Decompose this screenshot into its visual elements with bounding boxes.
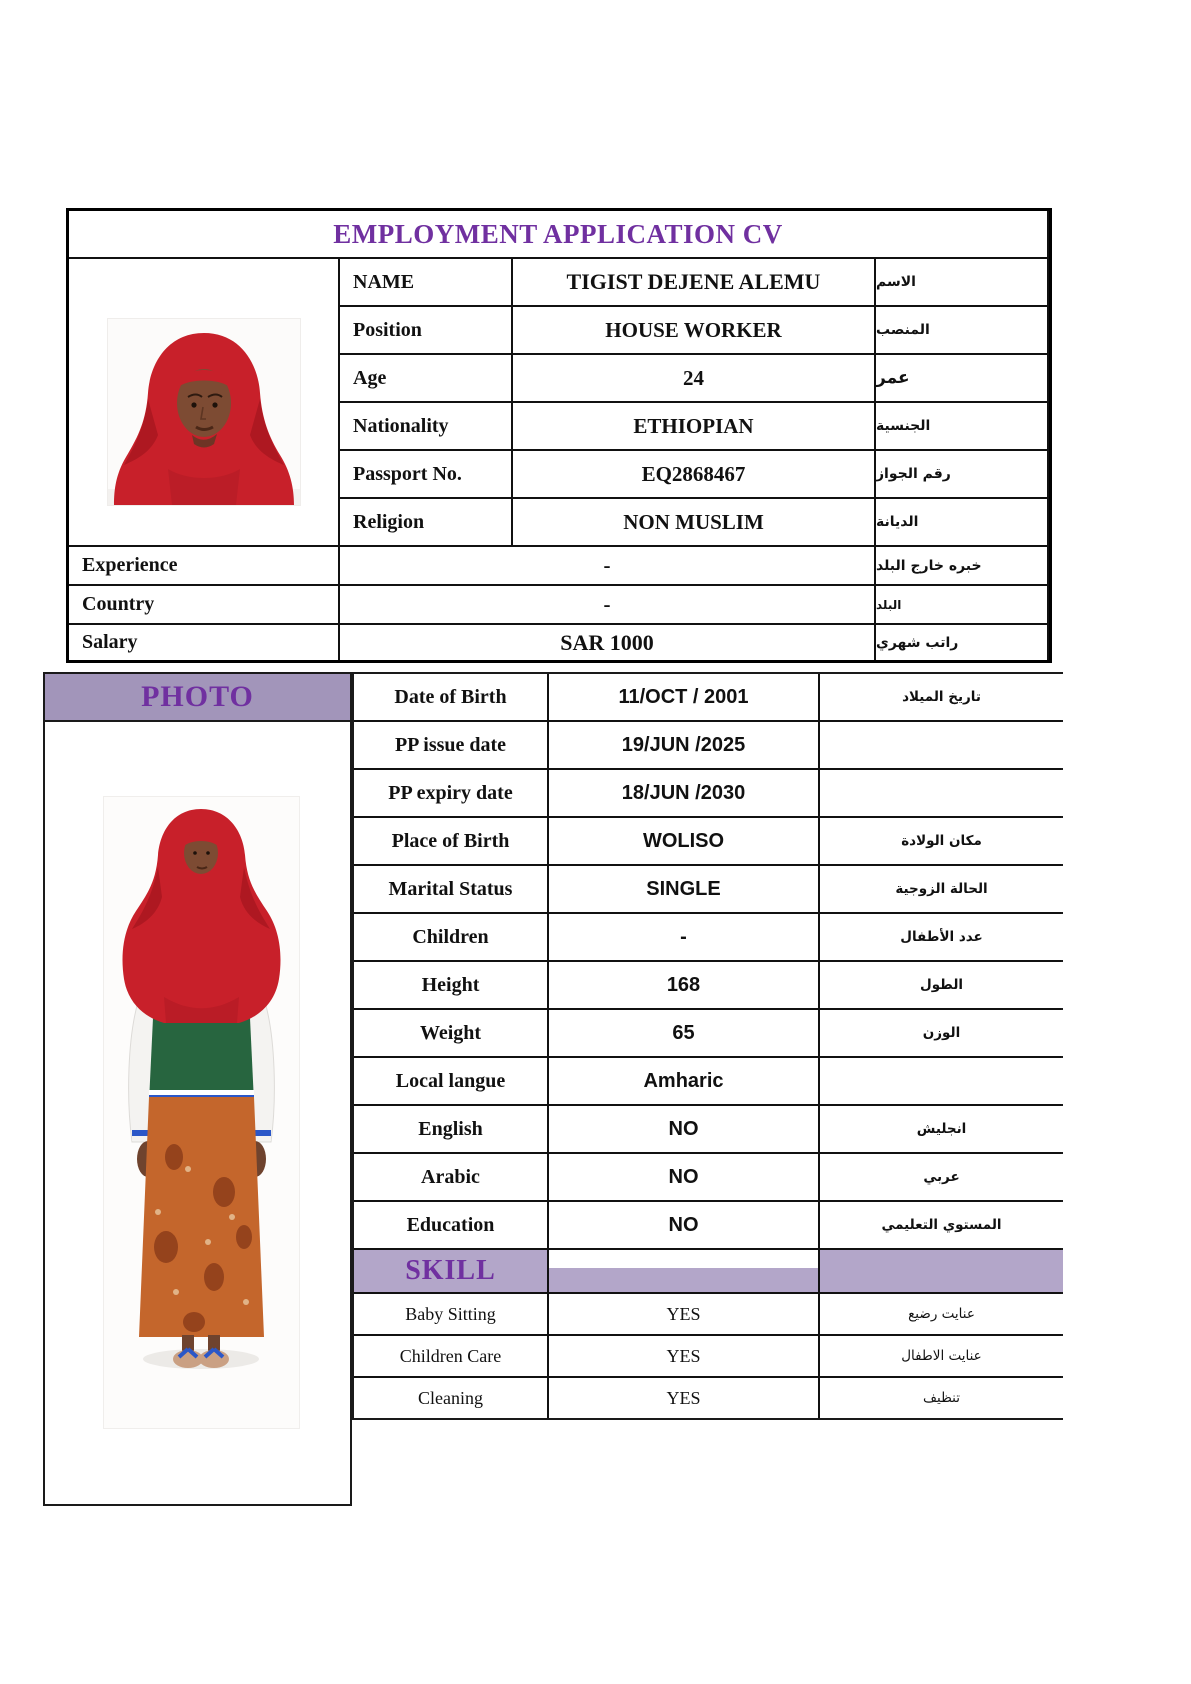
field-arabic-arabic: عربي [820,1154,1063,1200]
field-arabic-children: عدد الأطفال [820,914,1063,960]
full-body-photo [103,796,300,1429]
field-label-salary: Salary [69,625,338,660]
full-body-photo-cell [45,722,350,1506]
field-value-country: - [340,586,874,623]
field-label-religion: Religion [340,499,511,545]
field-value-arabic: NO [549,1154,818,1200]
field-arabic-country: البلد [876,586,1047,623]
field-label-experience: Experience [69,547,338,584]
field-arabic-salary: راتب شهري [876,625,1047,660]
skill-label-baby-sitting: Baby Sitting [354,1294,547,1334]
field-label-children: Children [354,914,547,960]
field-value-education: NO [549,1202,818,1248]
field-value-height: 168 [549,962,818,1008]
field-label-position: Position [340,307,511,353]
field-value-nationality: ETHIOPIAN [513,403,874,449]
skill-label-cleaning: Cleaning [354,1378,547,1418]
field-value-passport: EQ2868467 [513,451,874,497]
field-label-height: Height [354,962,547,1008]
field-arabic-name: الاسم [876,259,1047,305]
skill-arabic-baby-sitting: عنايت رضيع [820,1294,1063,1334]
field-value-experience: - [340,547,874,584]
skill-arabic-cell [820,1250,1063,1292]
skill-value-children-care: YES [549,1336,818,1376]
field-value-salary: SAR 1000 [340,625,874,660]
field-label-dob: Date of Birth [354,674,547,720]
employment-application-table [66,208,1052,663]
field-value-english: NO [549,1106,818,1152]
field-value-children: - [549,914,818,960]
field-value-local-langue: Amharic [549,1058,818,1104]
page-title: EMPLOYMENT APPLICATION CV [69,211,1047,257]
skill-arabic-cleaning: تنظيف [820,1378,1063,1418]
field-label-english: English [354,1106,547,1152]
skill-value-cleaning: YES [549,1378,818,1418]
field-label-passport: Passport No. [340,451,511,497]
field-arabic-education: المستوي التعليمي [820,1202,1063,1248]
skill-value-baby-sitting: YES [549,1294,818,1334]
field-arabic-experience: خبره خارج البلد [876,547,1047,584]
field-arabic-dob: تاريخ الميلاد [820,674,1063,720]
field-label-nationality: Nationality [340,403,511,449]
field-value-name: TIGIST DEJENE ALEMU [513,259,874,305]
details-table [352,672,1063,1420]
field-arabic-english: انجليش [820,1106,1063,1152]
skill-strip [549,1268,818,1292]
field-label-weight: Weight [354,1010,547,1056]
field-label-education: Education [354,1202,547,1248]
field-label-name: NAME [340,259,511,305]
field-label-arabic: Arabic [354,1154,547,1200]
skill-label-children-care: Children Care [354,1336,547,1376]
field-arabic-passport: رقم الجواز [876,451,1047,497]
field-label-pp-expiry: PP expiry date [354,770,547,816]
field-value-dob: 11/OCT / 2001 [549,674,818,720]
field-arabic-weight: الوزن [820,1010,1063,1056]
skill-arabic-children-care: عنايت الاطفال [820,1336,1063,1376]
field-label-birthplace: Place of Birth [354,818,547,864]
field-value-religion: NON MUSLIM [513,499,874,545]
field-arabic-marital: الحالة الزوجية [820,866,1063,912]
field-arabic-pp-expiry [820,770,1063,816]
field-value-position: HOUSE WORKER [513,307,874,353]
field-label-country: Country [69,586,338,623]
field-label-age: Age [340,355,511,401]
skill-spacer-cell [549,1250,818,1292]
field-value-pp-issue: 19/JUN /2025 [549,722,818,768]
field-arabic-pp-issue [820,722,1063,768]
field-arabic-height: الطول [820,962,1063,1008]
field-label-local-langue: Local langue [354,1058,547,1104]
field-arabic-age: عمر [876,355,1047,401]
field-label-pp-issue: PP issue date [354,722,547,768]
field-label-marital: Marital Status [354,866,547,912]
field-arabic-birthplace: مكان الولادة [820,818,1063,864]
field-arabic-nationality: الجنسية [876,403,1047,449]
portrait-photo-cell [69,259,338,545]
portrait-photo [107,318,301,506]
field-value-marital: SINGLE [549,866,818,912]
field-arabic-religion: الديانة [876,499,1047,545]
field-value-birthplace: WOLISO [549,818,818,864]
photo-section-title: PHOTO [45,674,350,722]
field-arabic-position: المنصب [876,307,1047,353]
field-value-weight: 65 [549,1010,818,1056]
photo-column [43,672,352,1506]
skill-section-title: SKILL [354,1250,547,1292]
field-value-pp-expiry: 18/JUN /2030 [549,770,818,816]
field-value-age: 24 [513,355,874,401]
field-arabic-local-langue [820,1058,1063,1104]
